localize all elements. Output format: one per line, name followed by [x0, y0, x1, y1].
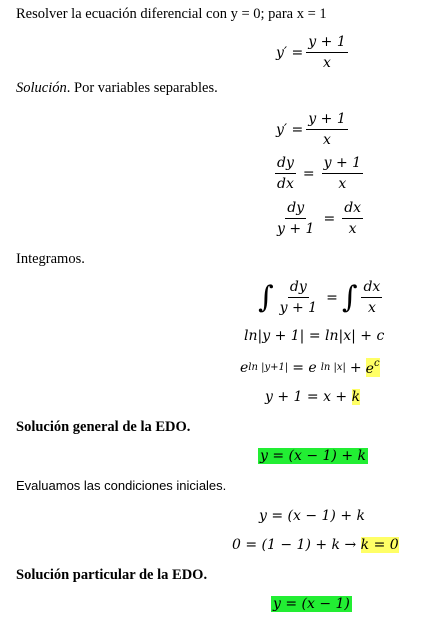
exp-superscript: c	[373, 358, 380, 369]
exp-superscript: ln |x|	[320, 362, 346, 373]
fraction-denominator: y + 1	[277, 221, 315, 237]
equals-e: = e	[292, 359, 317, 376]
equation-sep-1	[276, 111, 351, 148]
equals-sign: =	[323, 210, 336, 227]
exp-base: e	[240, 359, 249, 376]
fraction-left	[278, 279, 319, 316]
highlighted-particular-solution: y = (x − 1)	[273, 596, 350, 612]
integral-sign: ∫	[341, 279, 358, 315]
particular-solution	[271, 596, 352, 612]
highlighted-k-zero: k = 0	[360, 537, 399, 553]
fraction-numerator: y + 1	[322, 155, 363, 174]
solution-label: Solución	[16, 80, 67, 96]
equation-eval-2	[232, 537, 399, 553]
fraction-denominator: x	[323, 55, 331, 71]
highlighted-ec	[366, 358, 380, 377]
fraction-numerator: dx	[342, 200, 363, 219]
intro-text: Resolver la ecuación diferencial con y = 0; para x = 1	[16, 6, 327, 22]
highlighted-general-solution: y = (x − 1) + k	[260, 448, 367, 464]
exp-superscript: ln |y+1|	[248, 362, 289, 373]
fraction-numerator: y + 1	[306, 34, 347, 53]
eq-lhs: y′ =	[276, 44, 304, 61]
equation-y1	[265, 389, 360, 405]
equation-eval-1: y = (x − 1) + k	[259, 508, 366, 524]
general-solution-title: Solución general de la EDO.	[16, 419, 191, 435]
eq-text: y + 1 = x +	[265, 389, 348, 405]
equation-exp	[240, 358, 380, 377]
eq-text: 0 = (1 − 1) + k →	[232, 537, 357, 553]
solution-rest: . Por variables separables.	[66, 80, 218, 96]
fraction-numerator: dx	[361, 279, 382, 298]
exp-base: e	[365, 361, 374, 377]
fraction	[306, 34, 347, 71]
fraction-denominator: y + 1	[279, 300, 318, 316]
equation-sep-2	[272, 155, 366, 192]
fraction-denominator: dx	[277, 176, 294, 192]
fraction-right	[342, 200, 363, 237]
equation-sep-3	[272, 200, 366, 237]
fraction-denominator: x	[367, 300, 376, 316]
solution-line	[16, 80, 218, 97]
fraction-numerator: dy	[275, 155, 296, 174]
fraction-denominator: x	[323, 132, 331, 148]
eq-lhs: y′ =	[276, 121, 304, 138]
integramos-text: Integramos.	[16, 251, 85, 267]
particular-solution-title: Solución particular de la EDO.	[16, 567, 208, 583]
equation-ln: ln|y + 1| = ln|x| + c	[244, 328, 385, 344]
general-solution	[258, 448, 368, 464]
integral-sign: ∫	[258, 279, 274, 315]
fraction-denominator: x	[338, 176, 347, 192]
fraction-left	[275, 200, 316, 237]
equation-integral	[258, 279, 385, 316]
fraction-right	[322, 155, 363, 192]
fraction-right	[361, 279, 382, 316]
fraction-left	[275, 155, 296, 192]
fraction-numerator: dy	[288, 279, 309, 298]
fraction-numerator: y + 1	[306, 111, 347, 130]
equals-sign: =	[326, 289, 338, 306]
fraction-numerator: dy	[285, 200, 306, 219]
plus-sign: +	[349, 359, 362, 376]
fraction	[306, 111, 347, 148]
equals-sign: =	[302, 165, 315, 182]
highlighted-k: k	[351, 389, 361, 405]
equation-main	[276, 34, 351, 71]
fraction-denominator: x	[348, 221, 357, 237]
evaluamos-text: Evaluamos las condiciones iniciales.	[16, 478, 227, 493]
